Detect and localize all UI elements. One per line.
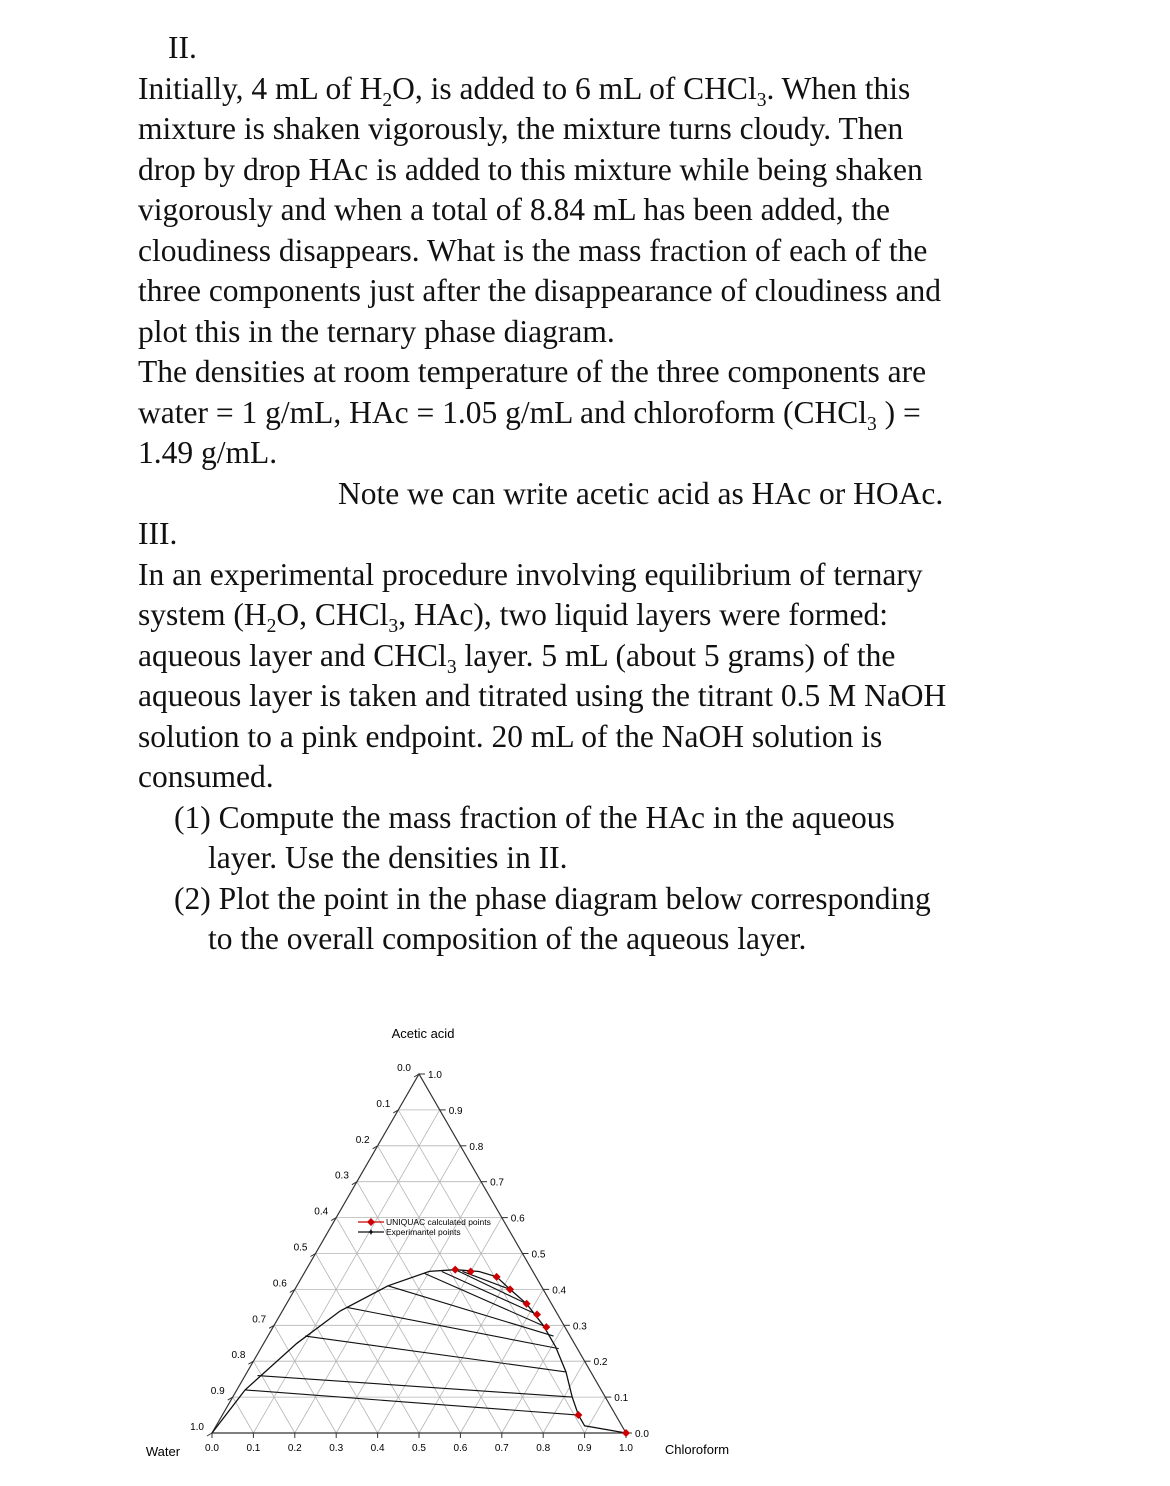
left-tick-label: 0.2 bbox=[355, 1134, 370, 1146]
ternary-phase-diagram bbox=[0, 1010, 1170, 1486]
right-tick-label: 0.2 bbox=[593, 1357, 608, 1369]
right-tick-label: 0.0 bbox=[635, 1429, 649, 1440]
left-tick-label: 1.0 bbox=[190, 1422, 204, 1433]
left-tick-label: 0.5 bbox=[293, 1242, 308, 1254]
legend-experimental-marker bbox=[368, 1229, 374, 1235]
left-tick-label: 0.9 bbox=[210, 1386, 225, 1398]
bottom-tick-label: 1.0 bbox=[619, 1443, 633, 1454]
uniquac-point bbox=[533, 1311, 541, 1319]
section-2-line: 1.49 g/mL. bbox=[138, 435, 278, 470]
left-tick-label: 0.0 bbox=[397, 1063, 411, 1074]
section-2-line: mixture is shaken vigorously, the mixture turns cloudy. Then bbox=[138, 111, 904, 146]
grid-line bbox=[253, 1110, 439, 1433]
bottom-tick-label: 0.0 bbox=[205, 1443, 219, 1454]
bottom-tick-label: 0.2 bbox=[287, 1443, 302, 1454]
section-2-line: water = 1 g/mL, HAc = 1.05 g/mL and chloroform (CHCl$_3$ ) = bbox=[138, 394, 921, 435]
grid-line bbox=[398, 1110, 584, 1433]
section-3-line: In an experimental procedure involving equilibrium of ternary bbox=[138, 556, 923, 592]
triangle-grid bbox=[233, 1110, 606, 1433]
right-tick-label: 0.3 bbox=[572, 1321, 587, 1333]
section-3-line: consumed. bbox=[138, 759, 274, 794]
bottom-tick-label: 0.1 bbox=[246, 1443, 261, 1454]
section-2-line: plot this in the ternary phase diagram. bbox=[138, 313, 615, 349]
bottom-tick-label: 0.7 bbox=[494, 1443, 509, 1454]
tie-line bbox=[305, 1336, 566, 1372]
grid-line bbox=[502, 1325, 564, 1433]
right-tick-label: 0.4 bbox=[552, 1285, 567, 1297]
left-tick-label: 0.6 bbox=[272, 1278, 287, 1290]
vertex-label-chloroform: Chloroform bbox=[664, 1442, 730, 1457]
left-tick-label: 0.7 bbox=[252, 1314, 267, 1326]
right-tick-label: 1.0 bbox=[428, 1070, 442, 1081]
right-tick-label: 0.5 bbox=[531, 1249, 546, 1261]
right-tick-label: 0.1 bbox=[614, 1393, 629, 1405]
right-tick-label: 0.7 bbox=[490, 1177, 505, 1189]
left-tick-label: 0.8 bbox=[231, 1350, 246, 1362]
bottom-tick-label: 0.5 bbox=[412, 1443, 426, 1454]
left-tick-mark bbox=[207, 1433, 212, 1436]
bottom-tick-label: 0.6 bbox=[453, 1443, 468, 1454]
section-2-line: The densities at room temperature of the three components are bbox=[138, 354, 927, 389]
bottom-tick-label: 0.3 bbox=[329, 1443, 344, 1454]
section-3-line: system ($H_2O$, CHCl$_3$, HAc), two liquid layers were formed: bbox=[138, 597, 889, 637]
right-tick-label: 0.6 bbox=[510, 1213, 525, 1225]
tie-line bbox=[442, 1271, 537, 1314]
legend-experimental-label: Experimantel points bbox=[386, 1227, 461, 1237]
section-2-line: Initially, 4 mL of $H_2O$, is added to 6 mL of CHCl$_3$. When this bbox=[138, 70, 911, 111]
section-3-line: aqueous layer and CHCl$_3$ layer. 5 mL (about 5 grams) of the bbox=[138, 637, 896, 678]
question-1-line: (1) Compute the mass fraction of the HAc in the aqueous bbox=[174, 799, 895, 835]
left-tick-label: 0.4 bbox=[314, 1206, 329, 1218]
question-2-line: (2) Plot the point in the phase diagram below corresponding bbox=[174, 880, 931, 916]
uniquac-point bbox=[451, 1266, 459, 1274]
question-1-line: layer. Use the densities in II. bbox=[208, 840, 568, 875]
tie-lines bbox=[245, 1270, 578, 1415]
document-body bbox=[138, 28, 1038, 960]
axis-ticks bbox=[190, 1063, 649, 1454]
left-tick-label: 0.3 bbox=[334, 1170, 349, 1182]
uniquac-point bbox=[467, 1267, 475, 1275]
question-2-line: to the overall composition of the aqueous layer. bbox=[208, 921, 807, 956]
legend-uniquac-label: UNIQUAC calculated points bbox=[386, 1217, 491, 1227]
section-2-heading: II. bbox=[168, 30, 197, 65]
section-3-line: aqueous layer is taken and titrated using the titrant 0.5 M NaOH bbox=[138, 678, 947, 713]
section-2-note: Note we can write acetic acid as HAc or HOAc. bbox=[338, 475, 944, 511]
legend bbox=[358, 1217, 491, 1237]
vertex-label-water: Water bbox=[145, 1444, 181, 1459]
section-3-line: solution to a pink endpoint. 20 mL of the NaOH solution is bbox=[138, 718, 883, 754]
uniquac-point bbox=[542, 1323, 550, 1331]
tie-line bbox=[424, 1273, 546, 1327]
data-points bbox=[451, 1266, 630, 1437]
left-tick-label: 0.1 bbox=[376, 1098, 391, 1110]
section-2-line: three components just after the disappearance of cloudiness and bbox=[138, 273, 941, 308]
vertex-label-acetic-acid: Acetic acid bbox=[391, 1026, 455, 1041]
section-2-line: cloudiness disappears. What is the mass fraction of each of the bbox=[138, 232, 928, 268]
section-3-heading: III. bbox=[138, 516, 178, 551]
bottom-tick-label: 0.9 bbox=[577, 1443, 592, 1454]
right-tick-label: 0.9 bbox=[448, 1105, 463, 1117]
right-tick-label: 0.8 bbox=[469, 1141, 484, 1153]
bottom-tick-label: 0.4 bbox=[370, 1443, 385, 1454]
section-2-line: vigorously and when a total of 8.84 mL has been added, the bbox=[138, 192, 891, 227]
bottom-tick-label: 0.8 bbox=[536, 1443, 551, 1454]
grid-line bbox=[419, 1254, 523, 1434]
uniquac-point bbox=[622, 1429, 630, 1437]
section-2-line: drop by drop HAc is added to this mixture while being shaken bbox=[138, 151, 923, 187]
